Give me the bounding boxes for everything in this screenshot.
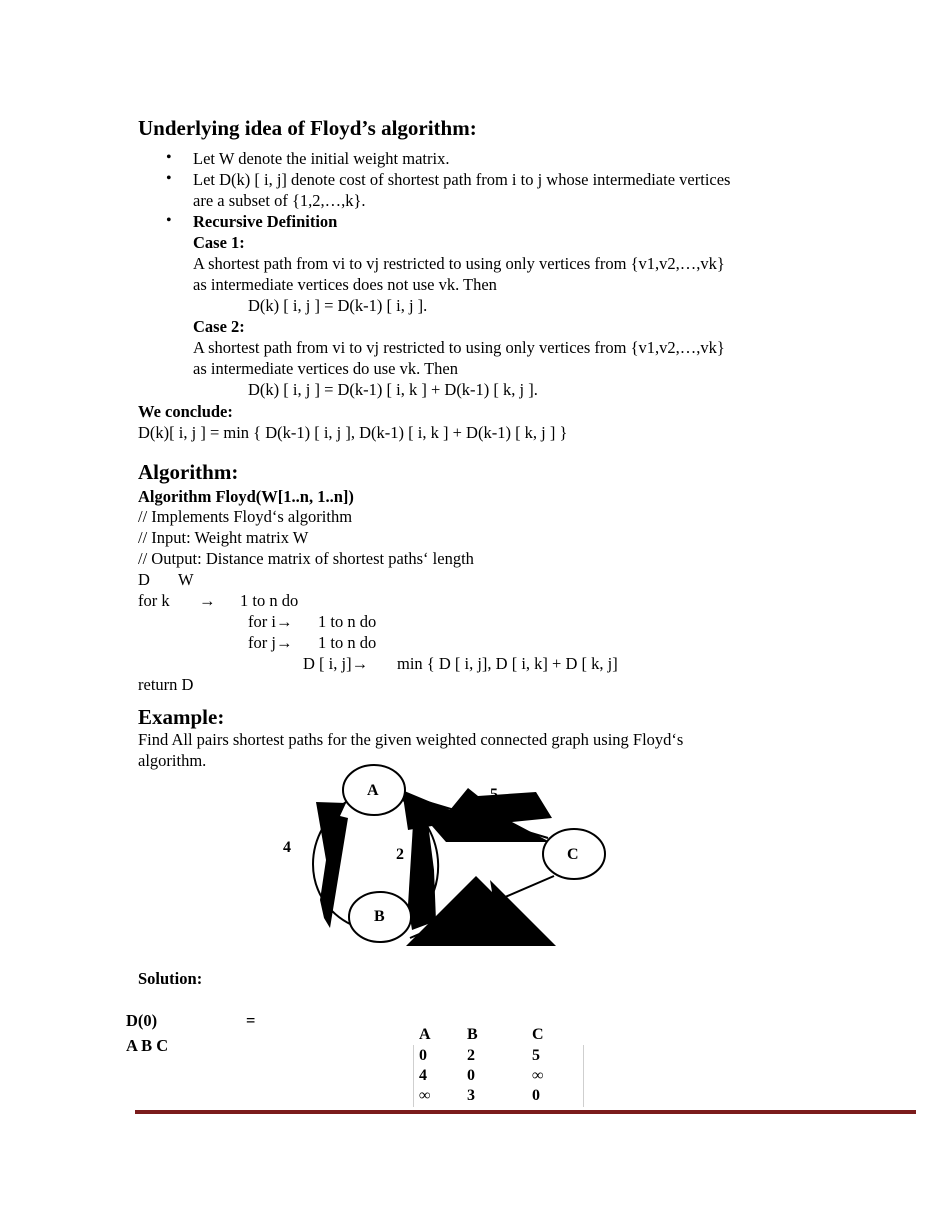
case2-text-line2: as intermediate vertices do use vk. Then xyxy=(193,359,458,378)
case1-text-line1: A shortest path from vi to vj restricted to using only vertices from {v1,v2,…,vk} xyxy=(193,254,725,273)
graph-node-c-label: C xyxy=(567,846,579,863)
algorithm-comment-2: // Input: Weight matrix W xyxy=(138,528,309,547)
update-rhs: min { D [ i, j], D [ i, k] + D [ k, j] xyxy=(397,654,618,673)
matrix-border-right xyxy=(583,1045,584,1107)
solution-label: Solution: xyxy=(138,969,203,988)
bullet-icon: • xyxy=(166,170,172,187)
case1-label: Case 1: xyxy=(193,233,245,252)
matrix-cell: ∞ xyxy=(419,1087,431,1104)
arrowhead-shape xyxy=(316,802,348,928)
matrix-col-header-c: C xyxy=(532,1026,544,1043)
matrix-border-left xyxy=(413,1045,414,1107)
example-text-line1: Find All pairs shortest paths for the given weighted connected graph using Floyd‘s xyxy=(138,730,684,749)
edge-weight-label-b-a: 4 xyxy=(283,839,291,856)
bullet-icon: • xyxy=(166,149,172,166)
edge-weight-label-a-c: 5 xyxy=(490,786,498,803)
matrix-cell: 2 xyxy=(467,1047,475,1064)
for-k-keyword: for k xyxy=(138,591,170,610)
matrix-col-header-b: B xyxy=(467,1026,478,1043)
matrix-cell: 5 xyxy=(532,1047,540,1064)
assign-d: D xyxy=(138,570,150,589)
matrix-cell: 0 xyxy=(419,1047,427,1064)
case1-text-line2: as intermediate vertices does not use vk. Then xyxy=(193,275,497,294)
for-j-keyword: for j→ xyxy=(248,633,293,652)
conclusion-formula: D(k)[ i, j ] = min { D(k-1) [ i, j ], D(k-1) [ i, k ] + D(k-1) [ k, j ] } xyxy=(138,423,568,442)
for-j-range: 1 to n do xyxy=(318,633,377,652)
for-i-keyword: for i→ xyxy=(248,612,293,631)
example-heading: Example: xyxy=(138,705,225,729)
recursive-definition-label: Recursive Definition xyxy=(193,212,338,231)
algorithm-comment-3: // Output: Distance matrix of shortest paths‘ length xyxy=(138,549,474,568)
bullet-icon: • xyxy=(166,212,172,229)
algorithm-comment-1: // Implements Floyd‘s algorithm xyxy=(138,507,353,526)
case2-text-line1: A shortest path from vi to vj restricted to using only vertices from {v1,v2,…,vk} xyxy=(193,338,725,357)
for-k-range: 1 to n do xyxy=(240,591,299,610)
algorithm-heading: Algorithm: xyxy=(138,460,239,484)
bullet-dk-definition-line2: are a subset of {1,2,…,k}. xyxy=(193,191,366,210)
matrix-cell: 3 xyxy=(467,1087,475,1104)
footer-rule xyxy=(135,1110,916,1114)
bullet-weight-matrix: Let W denote the initial weight matrix. xyxy=(193,149,450,168)
matrix-col-header-a: A xyxy=(419,1026,431,1043)
section-heading-floyd-idea: Underlying idea of Floyd’s algorithm: xyxy=(138,116,477,140)
we-conclude-label: We conclude: xyxy=(138,402,233,421)
matrix-cell: 0 xyxy=(532,1087,540,1104)
bullet-dk-definition-line1: Let D(k) [ i, j] denote cost of shortest path from i to j whose intermediate vertices xyxy=(193,170,731,189)
for-k-arrow: → xyxy=(199,591,216,610)
matrix-cell: ∞ xyxy=(532,1067,544,1084)
graph-node-a-label: A xyxy=(367,782,379,799)
assign-w: W xyxy=(178,570,194,589)
example-text-line2: algorithm. xyxy=(138,751,207,770)
matrix-row-labels: A B C xyxy=(126,1036,169,1055)
graph-node-b-label: B xyxy=(374,908,385,925)
case2-formula: D(k) [ i, j ] = D(k-1) [ i, k ] + D(k-1) [ k, j ]. xyxy=(248,380,538,399)
matrix-cell: 4 xyxy=(419,1067,427,1084)
case1-formula: D(k) [ i, j ] = D(k-1) [ i, j ]. xyxy=(248,296,428,315)
edge-weight-label-a-b: 2 xyxy=(396,846,404,863)
matrix-name-d0: D(0) xyxy=(126,1011,158,1030)
matrix-cell: 0 xyxy=(467,1067,475,1084)
matrix-equals-sign: = xyxy=(246,1011,256,1030)
update-lhs: D [ i, j]→ xyxy=(303,654,369,673)
for-i-range: 1 to n do xyxy=(318,612,377,631)
case2-label: Case 2: xyxy=(193,317,245,336)
return-statement: return D xyxy=(138,675,194,694)
algorithm-signature: Algorithm Floyd(W[1..n, 1..n]) xyxy=(138,487,354,506)
